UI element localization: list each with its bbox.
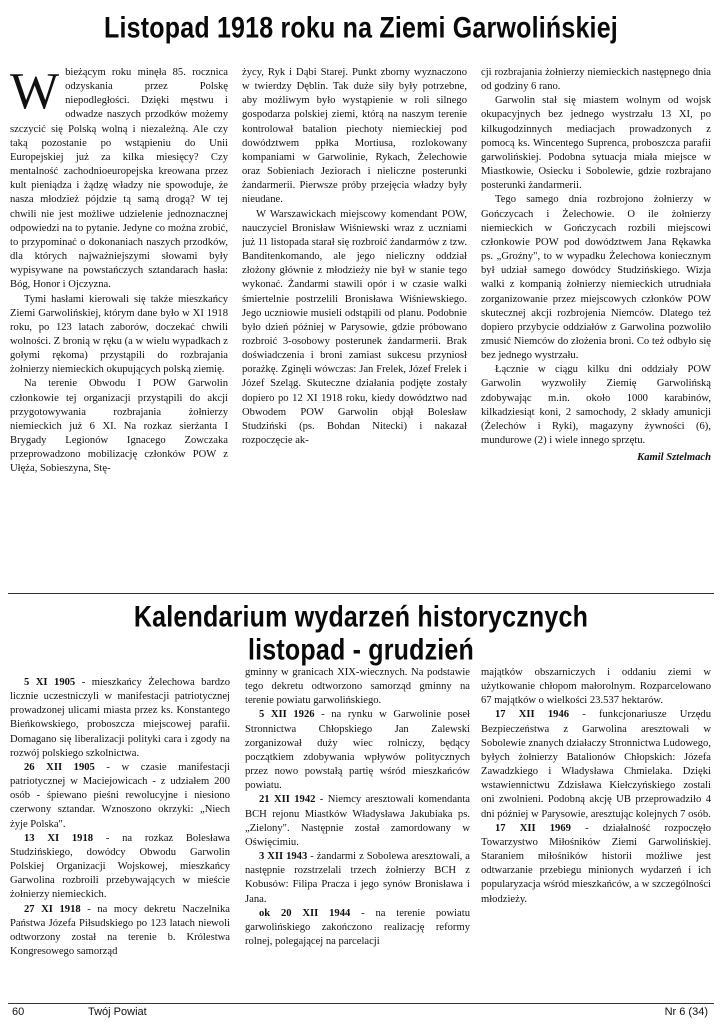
- calendar-entry: [10, 761, 230, 832]
- calendar-entry: [245, 850, 470, 907]
- paragraph: Łącznie w ciągu kilku dni oddziały POW Garwolin wyzwoliły Ziemię Garwolińską zdobywając m.in. około 1000 karabinów, kilkadziesiąt koni, 2 samochody, 2 składy amunicji (Żelechów i Ryki), magazyny żywności (6), mundurowe (2) i wiele innego sprzętu.: [481, 364, 711, 447]
- paragraph: życy, Ryk i Dąbi Starej. Punkt zborny wyznaczono w twierdzy Dęblin. Tak duże siły były potrzebne, aby możliwym było wystąpienie w roli silnego gospodarza polskiej ziemi, którą na naszym terenie kontrolował batalion piechoty niemieckiej pod dowództwem ppłka Mortiusa, rozlokowany kompaniami w Garwolinie, Rykach, Żelechowie oraz Sobieniach Jeziorach i nieliczne posterunki żandarmerii. Pierwsze próby przejęcia władzy były nieudane.: [242, 67, 467, 206]
- calendar-column-1: [10, 676, 230, 996]
- issue-number: Nr 6 (34): [664, 1006, 708, 1018]
- entry-text: - funkcjonariusze Urzędu Bezpieczeństwa z Garwolina aresztowali w Sobolewie znanych działaczy Stronnictwa Ludowego, byłych żołnierzy Batalionów Chłopskich: Józefa Zawadzkiego i Władysława Chmielaka. Dzięki wstawiennictwu Zdzisława Kiełczyńskiego zostali oni zwolnieni. Podobną akcję UB przeprowadziło 4 dni później w Parysowie, aresztując kolejnych 7 osób.: [481, 709, 711, 820]
- calendar-entry: [10, 832, 230, 903]
- calendar-title-line-2: listopad - grudzień: [247, 633, 475, 667]
- calendar-column-3: [481, 666, 711, 996]
- entry-text: - mieszkańcy Żelechowa bardzo licznie uczestniczyli w manifestacji patriotycznej prowadzonej ulicami miasta przez ks. Konstantego Bieńkowskiego, proboszcza miejscowej parafii. Domagano się liberalizacji polityki cara i zgody na rozwój polskiego szkolnictwa.: [10, 677, 230, 759]
- magazine-name: Twój Powiat: [88, 1006, 147, 1018]
- calendar-entry: [481, 666, 711, 708]
- article-column-3: [481, 66, 711, 586]
- entry-date: ok 20 XII 1944: [259, 907, 351, 919]
- calendar-entry: [481, 822, 711, 907]
- entry-text: - na rynku w Garwolinie poseł Stronnictwa Chłopskiego Jan Zalewski zorganizował duży wiec rolniczy, będący początkiem zdobywania wpływów politycznych przez nowo powstałą partię wśród mieszkańców powiatu.: [245, 709, 470, 792]
- paragraph: bieżącym roku minęła 85. rocznica odzyskania przez Polskę niepodległości. Dzięki męstwu i odwadze naszych przodków możemy szczycić się Polską wolną i niezależną. Ale czy taką pozostanie po wstąpieniu do Unii Europejskiej już za kilka miesięcy? Czy mentalność zachodnioeuropejska kreowana przez kult pieniądza i żądzę władzy nie spowoduje, że nasza młodzież pójdzie tą samą drogą? W tej chwili nie jest możliwe udzielenie jednoznacznej odpowiedzi na to pytanie. Jedyne co można zrobić, to przypominać o dokonaniach naszych przodków, dla których najważniejszymi słowami były wypisywane na powstańczych sztandarach hasła: Bóg, Honor i Ojczyzna.: [10, 67, 228, 291]
- entry-date: 5 XII 1926: [259, 709, 315, 721]
- calendar-entry: [481, 708, 711, 821]
- entry-text: - żandarmi z Sobolewa aresztowali, a następnie rozstrzelali trzech żołnierzy BCH z Kobusów: Filipa Pracza i jego synów Bronisława i Jana.: [245, 851, 470, 905]
- paragraph: Na terenie Obwodu I POW Garwolin członkowie tej organizacji przystąpili do akcji przygotowywania rozbrajania żołnierzy niemieckich już 6 XI. Na rozkaz sierżanta I Brygady Legionów Ignacego Zowczaka przeprowadzono mobilizację członków POW z Ułęża, Sobieszyna, Stę-: [10, 378, 228, 475]
- article-column-1: [10, 66, 228, 586]
- entry-text: - w czasie manifestacji patriotycznej w Maciejowicach - z udziałem 200 osób - śpiewano pieśni rewolucyjne i niesiono czerwony sztandar. Wznoszono okrzyki: „Niech żyje Polska".: [10, 761, 230, 830]
- paragraph: W Warszawickach miejscowy komendant POW, nauczyciel Bronisław Wiśniewski wraz z uczniami już 11 listopada starał się rozbroić żandarmów z tzw. Banditenkomando, ale jego nieliczny oddział złożony głównie z młodzieży nie był w stanie tego wykonać. Żandarmi stawili opór i w czasie walki śmiertelnie postrzelili Bronisława Wiśniewskiego. Jego uczniowie musieli odstąpili od planu. Podobnie było dzień później w Parysowie, gdzie próbowano rozbroić 3-osobowy posterunek żandarmerii. Brak doświadczenia i broni zamiast sukcesu przyniosł porażkę. Zginęli wówczas: Jan Frelek, Józef Frelek i Józef Szeląg. Skuteczne działania podjęte zostały dopiero po 12 XI 1918 roku, kiedy dowództwo nad Obwodem POW Garwolin objął Bolesław Studziński (ps. Bohdan Nitecki) i nakazał rozpoczęcie ak-: [242, 208, 467, 447]
- paragraph: Garwolin stał się miastem wolnym od wojsk okupacyjnych bez jednego wystrzału 13 XI, po kilkugodzinnych mediacjach prowadzonych z pomocą ks. Wincentego Suprenca, proboszcza parafii garwolińskiej. Podobna sytuacja miała miejsce w Miastkowie, Osiecku i Sobolewie, gdzie rozbrajano posterunki żandarmerii.: [481, 95, 711, 192]
- entry-text: - na mocy dekretu Naczelnika Państwa Józefa Piłsudskiego po 123 latach niewoli odtworzony został na terenie b. Królestwa Kongresowego samorząd: [10, 903, 230, 957]
- entry-date: 26 XII 1905: [24, 761, 95, 773]
- author-signature: Kamil Sztelmach: [637, 452, 711, 464]
- page-number: 60: [12, 1006, 25, 1018]
- entry-date: 5 XI 1905: [24, 677, 76, 688]
- entry-text: majątków obszarniczych i oddaniu ziemi w użytkowanie chłopom małorolnym. Rozparcelowano 67 majątków o wielkości 23.537 hektarów.: [481, 667, 711, 707]
- entry-text: gminny w granicach XIX-wiecznych. Na podstawie tego dekretu odtworzono samorząd gminny na terenie powiatu garwolińskiego.: [245, 667, 470, 707]
- calendar-entry: [10, 676, 230, 761]
- article-column-2: [242, 66, 467, 586]
- entry-date: 27 XI 1918: [24, 903, 81, 915]
- paragraph: Tymi hasłami kierowali się także mieszkańcy Ziemi Garwolińskiej, którym dane było w XI 1918 roku, po 123 latach zaborów, doczekać chwili wolności. Z bronią w ręku (a w wielu wypadkach z gołymi rękoma) przystąpili do rozbrajania żołnierzy niemieckich okupujących polską ziemię.: [10, 293, 228, 376]
- calendar-entry: [245, 708, 470, 793]
- entry-date: 17 XII 1969: [495, 822, 571, 834]
- paragraph: cji rozbrajania żołnierzy niemieckich następnego dnia od godziny 6 rano.: [481, 67, 711, 93]
- calendar-title-line-1: Kalendarium wydarzeń historycznych: [133, 600, 589, 634]
- entry-date: 13 XI 1918: [24, 832, 94, 844]
- calendar-entry: [245, 666, 470, 708]
- calendar-entry: [245, 793, 470, 850]
- entry-text: - na rozkaz Bolesława Studzińskiego, dowódcy Obwodu Garwolin Polskiej Organizacji Wojskowej, mieszkańcy Garwolina rozbroili przebywających w mieście żołnierzy niemieckich.: [10, 832, 230, 901]
- article-title: Listopad 1918 roku na Ziemi Garwolińskiej: [104, 11, 618, 45]
- calendar-column-2: [245, 666, 470, 996]
- calendar-entry: [10, 903, 230, 960]
- calendar-entry: [245, 907, 470, 949]
- entry-date: 21 XII 1942: [259, 794, 316, 806]
- entry-date: 17 XII 1946: [495, 709, 570, 721]
- paragraph: Tego samego dnia rozbrojono żołnierzy w Gończycach i Żelechowie. O ile żołnierzy niemieckich w Gończycach rozbili miejscowi członkowie POW pod dowództwem Jana Rękawka ps. „Groźny", to w wypadku Żelechowa koniecznym był udział samego dowódcy Studzińskiego. Wizja walki z kompanią żołnierzy niemieckich utrudniała zorganizowanie przez miejscowych członków POW skutecznej akcji rozbrojenia Niemców. Dlatego też dopiero przybycie oddziałów z Garwolina pozwoliło zmusić Niemców do złożenia broni. Co też odbyło się bez jednego wystrzału.: [481, 194, 711, 362]
- footer-divider: [8, 1003, 714, 1004]
- entry-text: - działalność rozpoczęło Towarzystwo Miłośników Ziemi Garwolińskiej. Staraniem miłośników historii możliwe jest odtwarzanie przebiegu minionych wydarzeń i ich popularyzacja wśród mieszkańców, a w szczególności młodzieży.: [481, 822, 711, 905]
- entry-text: - na terenie powiatu garwolińskiego zakończono realizację reformy rolnej, polegającej na parcelacji: [245, 907, 470, 947]
- drop-cap: W: [10, 66, 60, 120]
- entry-date: 3 XII 1943: [259, 851, 308, 863]
- section-divider: [8, 593, 714, 594]
- entry-text: - Niemcy aresztowali komendanta BCH rejonu Miastków Władysława Jakubiaka ps. „Zielony". Następnie został zamordowany w Oświęcimiu.: [245, 794, 470, 848]
